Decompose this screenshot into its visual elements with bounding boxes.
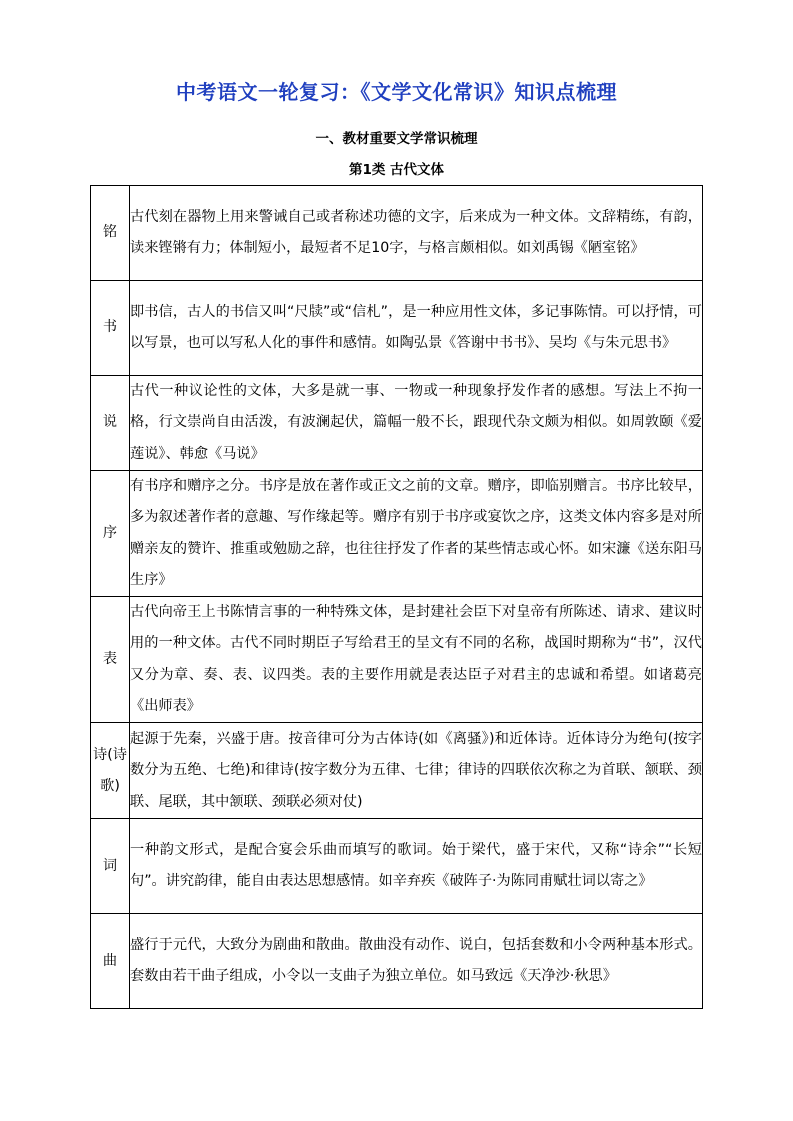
genre-description: 有书序和赠序之分。书序是放在著作或正文之前的文章。赠序，即临别赠言。书序比较早，多为叙述著作者的意趣、写作缘起等。赠序有别于书序或宴饮之序，这类文体内容多是对所赠亲友的赞许、推重或勉励之辞，也往往抒发了作者的某些情志或心怀。如宋濂《送东阳马生序》 (130, 471, 703, 597)
genre-description: 古代刻在器物上用来警诫自己或者称述功德的文字，后来成为一种文体。文辞精练，有韵，读来铿锵有力；体制短小，最短者不足10字，与格言颇相似。如刘禹锡《陋室铭》 (130, 186, 703, 281)
table-row (91, 914, 703, 1009)
genre-term: 曲 (91, 914, 130, 1009)
section-heading: 一、教材重要文学常识梳理 (315, 131, 478, 147)
genre-description: 古代向帝王上书陈情言事的一种特殊文体，是封建社会臣下对皇帝有所陈述、请求、建议时用的一种文体。古代不同时期臣子写给君王的呈文有不同的名称，战国时期称为“书”，汉代又分为章、奏、表、议四类。表的主要作用就是表达臣子对君主的忠诚和希望。如诸葛亮《出师表》 (130, 597, 703, 723)
table-row (91, 186, 703, 281)
genre-description: 盛行于元代，大致分为剧曲和散曲。散曲没有动作、说白，包括套数和小令两种基本形式。套数由若干曲子组成，小令以一支曲子为独立单位。如马致远《天净沙·秋思》 (130, 914, 703, 1009)
table-row (91, 723, 703, 819)
table-row (91, 376, 703, 471)
document-title: 中考语文一轮复习：《文学文化常识》知识点梳理 (176, 80, 617, 104)
genre-description: 一种韵文形式，是配合宴会乐曲而填写的歌词。始于梁代，盛于宋代，又称“诗余”“长短句”。讲究韵律，能自由表达思想感情。如辛弃疾《破阵子·为陈同甫赋壮词以寄之》 (130, 819, 703, 914)
genre-term: 铭 (91, 186, 130, 281)
genre-term: 诗(诗歌) (91, 723, 130, 819)
table-row (91, 597, 703, 723)
table-row (91, 471, 703, 597)
genre-term: 说 (91, 376, 130, 471)
genre-description: 古代一种议论性的文体，大多是就一事、一物或一种现象抒发作者的感想。写法上不拘一格，行文崇尚自由活泼，有波澜起伏，篇幅一般不长，跟现代杂文颇为相似。如周敦颐《爱莲说》、韩愈《马说》 (130, 376, 703, 471)
genre-description: 即书信，古人的书信又叫“尺牍”或“信札”，是一种应用性文体，多记事陈情。可以抒情，可以写景，也可以写私人化的事件和感情。如陶弘景《答谢中书书》、吴均《与朱元思书》 (130, 281, 703, 376)
genre-term: 书 (91, 281, 130, 376)
subsection-heading: 第1类 古代文体 (348, 162, 445, 178)
literary-genre-table (90, 185, 703, 1009)
genre-term: 序 (91, 471, 130, 597)
genre-term: 表 (91, 597, 130, 723)
genre-description: 起源于先秦，兴盛于唐。按音律可分为古体诗(如《离骚》)和近体诗。近体诗分为绝句(按字数分为五绝、七绝)和律诗(按字数分为五律、七律；律诗的四联依次称之为首联、颔联、颈联、尾联，其中颔联、颈联必须对仗) (130, 723, 703, 819)
table-row (91, 281, 703, 376)
genre-term: 词 (91, 819, 130, 914)
table-row (91, 819, 703, 914)
